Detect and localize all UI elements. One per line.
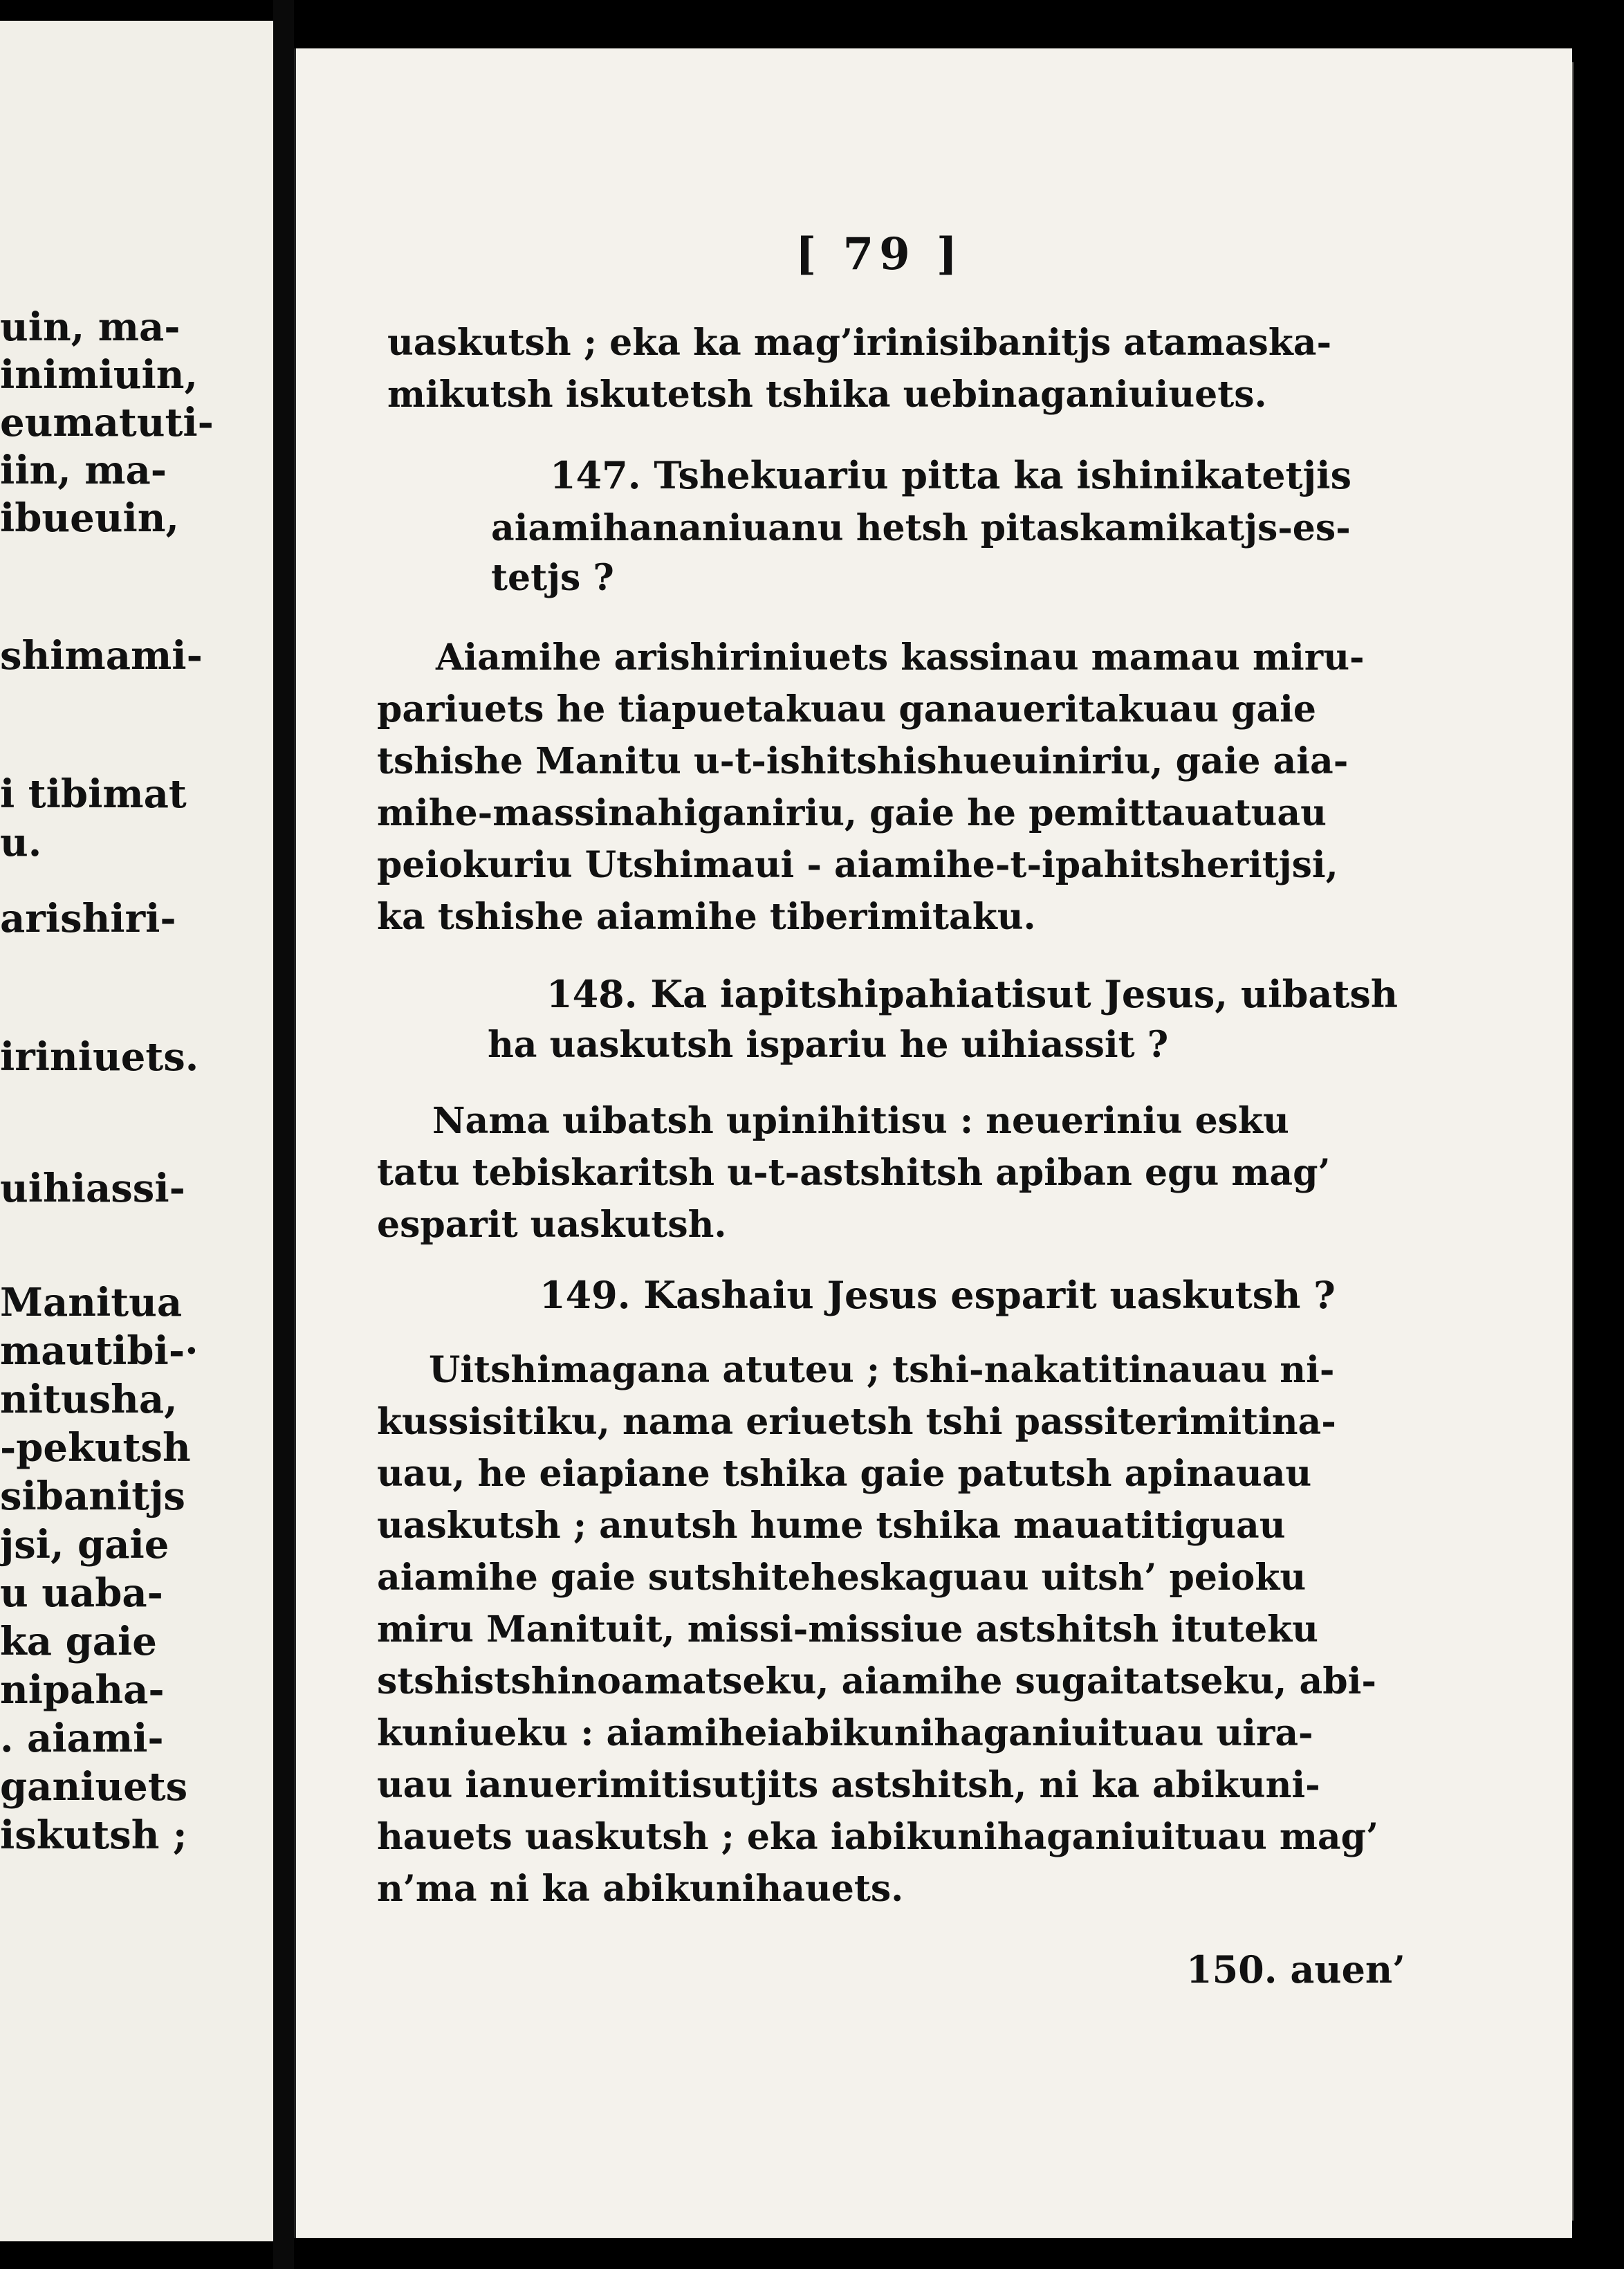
- text-line: tshishe Manitu u-t-ishitshishueuiniriu, gaie aia-: [377, 740, 1349, 782]
- text-line: aiamihe gaie sutshiteheskaguau uitsh’ peioku: [377, 1556, 1307, 1599]
- text-line: hauets uaskutsh ; eka iabikunihaganiuituau mag’: [377, 1816, 1379, 1858]
- text-line: tatu tebiskaritsh u-t-astshitsh apiban egu mag’: [377, 1152, 1331, 1194]
- left-line: ka gaie: [0, 1619, 157, 1664]
- text-line: Aiamihe arishiriniuets kassinau mamau miru-: [436, 636, 1365, 679]
- text-line: esparit uaskutsh.: [377, 1204, 727, 1246]
- left-line: u.: [0, 820, 42, 865]
- text-line: mikutsh iskutetsh tshika uebinaganiuiuets.: [387, 374, 1267, 416]
- text-line: mihe-massinahiganiriu, gaie he pemittauatuau: [377, 792, 1327, 834]
- question-148: 148. Ka iapitshipahiatisut Jesus, uibatsh: [546, 972, 1399, 1016]
- left-line: iin, ma-: [0, 448, 167, 493]
- text-line: kussisitiku, nama eriuetsh tshi passiterimitina-: [377, 1401, 1336, 1443]
- left-line: Manitua: [0, 1280, 183, 1325]
- text-line: tetjs ?: [491, 557, 614, 599]
- left-line: ganiuets: [0, 1764, 188, 1810]
- question-147: 147. Tshekuariu pitta ka ishinikatetjis: [550, 453, 1351, 497]
- text-line: uau ianuerimitisutjits astshitsh, ni ka abikuni-: [377, 1764, 1320, 1806]
- text-line: ha uaskutsh ispariu he uihiassit ?: [488, 1024, 1169, 1066]
- text-line: Uitshimagana atuteu ; tshi-nakatitinauau ni-: [429, 1349, 1335, 1391]
- text-line: ka tshishe aiamihe tiberimitaku.: [377, 896, 1036, 938]
- text-line: miru Manituit, missi-missiue astshitsh ituteku: [377, 1608, 1318, 1651]
- left-line: eumatuti-: [0, 400, 214, 445]
- text-line: uaskutsh ; eka ka mag’irinisibanitjs atamaska-: [387, 322, 1332, 364]
- text-line: uaskutsh ; anutsh hume tshika mauatitiguau: [377, 1505, 1286, 1547]
- left-line: . aiami-: [0, 1716, 164, 1761]
- page-number-header: [ 79 ]: [795, 228, 963, 280]
- text-line: aiamihananiuanu hetsh pitaskamikatjs-es-: [491, 507, 1351, 549]
- text-line: pariuets he tiapuetakuau ganaueritakuau gaie: [377, 688, 1316, 731]
- left-line: mautibi-·: [0, 1328, 199, 1374]
- text-line: kuniueku : aiamiheiabikunihaganiuituau uira-: [377, 1712, 1313, 1754]
- question-149: 149. Kashaiu Jesus esparit uaskutsh ?: [539, 1273, 1336, 1317]
- left-line: u uaba-: [0, 1570, 163, 1616]
- book-gutter: [273, 0, 294, 2269]
- text-line: peiokuriu Utshimaui - aiamihe-t-ipahitsheritjsi,: [377, 844, 1338, 886]
- text-line: Nama uibatsh upinihitisu : neueriniu esku: [432, 1100, 1289, 1142]
- left-line: jsi, gaie: [0, 1522, 169, 1568]
- left-line: -pekutsh: [0, 1425, 191, 1471]
- text-line: uau, he eiapiane tshika gaie patutsh apinauau: [377, 1453, 1312, 1495]
- left-line: nipaha-: [0, 1667, 165, 1713]
- left-line: ibueuin,: [0, 495, 179, 541]
- left-line: uin, ma-: [0, 304, 181, 350]
- left-line: arishiri-: [0, 896, 176, 941]
- left-line: shimami-: [0, 633, 203, 679]
- left-line: sibanitjs: [0, 1473, 185, 1519]
- left-line: iriniuets.: [0, 1034, 199, 1080]
- left-line: inimiuin,: [0, 352, 198, 398]
- left-line: nitusha,: [0, 1377, 178, 1422]
- left-line: uihiassi-: [0, 1166, 185, 1211]
- left-page-fragment: [0, 21, 276, 2241]
- catchword: 150. auen’: [1186, 1947, 1405, 1992]
- text-line: stshistshinoamatseku, aiamihe sugaitatseku, abi-: [377, 1660, 1376, 1702]
- text-line: n’ma ni ka abikunihauets.: [377, 1868, 904, 1910]
- left-line: iskutsh ;: [0, 1812, 187, 1858]
- left-line: i tibimat: [0, 771, 187, 817]
